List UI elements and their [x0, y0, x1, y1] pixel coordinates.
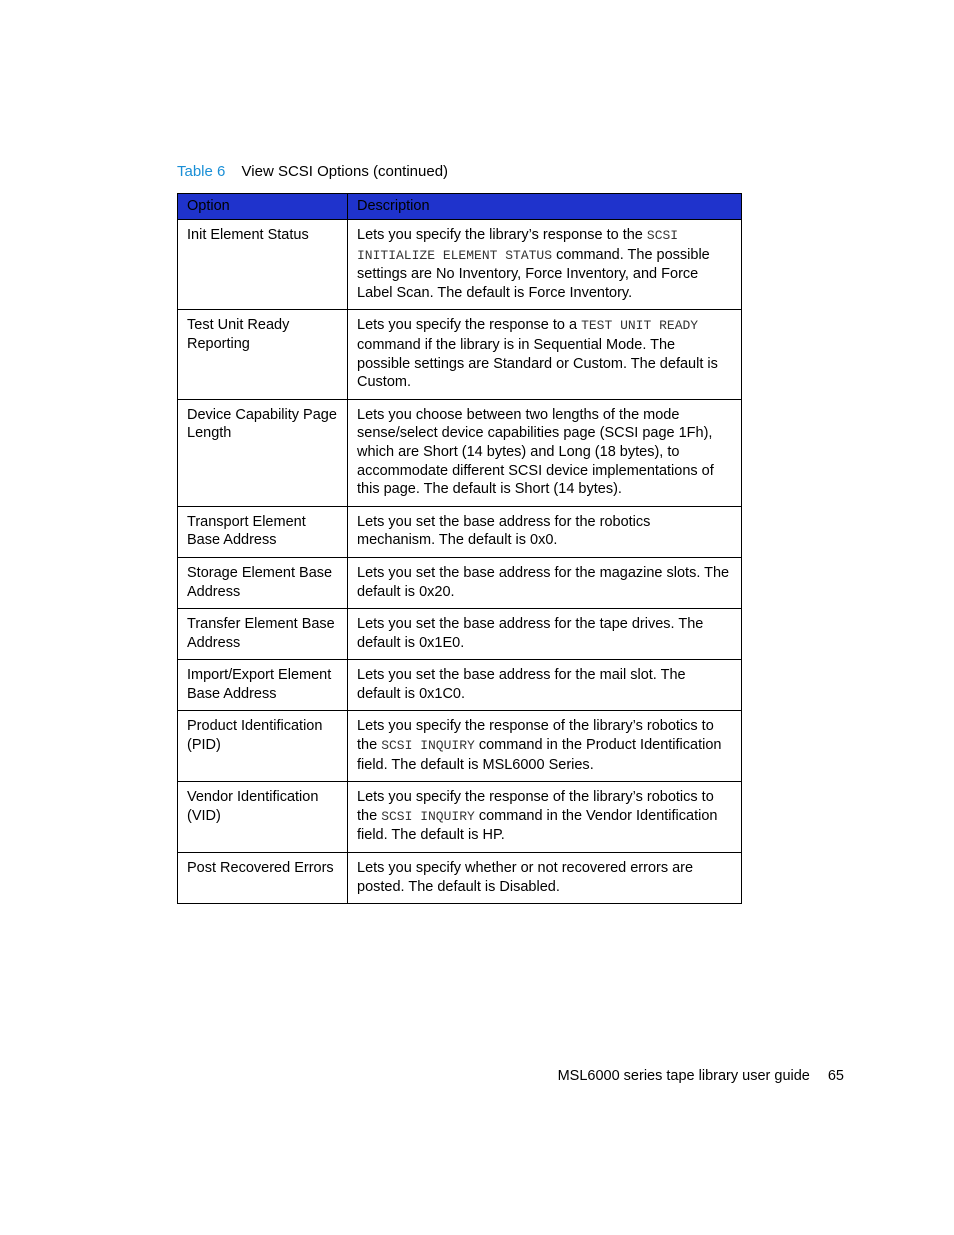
- header-description: Description: [348, 194, 742, 220]
- description-cell: [348, 660, 742, 711]
- description-text: Sequential Mode: [533, 336, 643, 353]
- table-row: [178, 660, 742, 711]
- description-text: 0x0: [530, 532, 554, 549]
- option-cell: Storage Element Base Address: [178, 557, 348, 608]
- description-text: .: [461, 685, 466, 702]
- table-row: [178, 310, 742, 399]
- description-cell: [348, 853, 742, 904]
- description-cell: [348, 220, 742, 310]
- description-text: .: [617, 481, 622, 498]
- description-cell: [348, 399, 742, 506]
- description-text: command in the: [474, 807, 587, 824]
- description-text: Disabled: [499, 878, 556, 895]
- description-text: .: [628, 284, 633, 301]
- option-cell: Post Recovered Errors: [178, 853, 348, 904]
- description-text: Custom: [357, 374, 407, 391]
- description-text: .: [589, 756, 594, 773]
- description-text: field. The default is: [357, 827, 483, 844]
- table-row: [178, 782, 742, 853]
- option-cell: Product Identification (PID): [178, 711, 348, 782]
- table-row: [178, 399, 742, 506]
- description-text: command if the library is in: [357, 336, 534, 353]
- description-text: Product Identification: [586, 737, 722, 754]
- description-text: , to accommodate different SCSI device implementations of this page. The default is: [357, 443, 714, 498]
- description-text: Long (18 bytes): [558, 443, 660, 460]
- table-title: View SCSI Options (continued): [241, 163, 449, 180]
- code-text: TEST UNIT READY: [581, 318, 699, 334]
- description-cell: [348, 782, 742, 853]
- option-cell: Transfer Element Base Address: [178, 609, 348, 660]
- description-text: and: [526, 443, 559, 460]
- description-text: .: [553, 532, 558, 549]
- table-row: [178, 853, 742, 904]
- code-text: SCSI INITIALIZE ELEMENT STATUS: [357, 228, 679, 263]
- description-text: Lets you specify the response of the library’s robotics to the: [357, 789, 714, 824]
- description-text: Vendor Identification: [586, 807, 718, 824]
- table-row: [178, 609, 742, 660]
- description-text: .: [450, 583, 455, 600]
- description-text: MSL6000 Series: [482, 756, 590, 773]
- description-text: Force Label Scan: [357, 266, 699, 301]
- option-cell: Test Unit Ready Reporting: [178, 310, 348, 399]
- description-text: Standard: [493, 355, 553, 372]
- scsi-options-table: [177, 193, 742, 904]
- description-text: 0x1E0.: [419, 634, 465, 651]
- description-text: No Inventory: [436, 266, 518, 283]
- description-text: Lets you set the base address for the robotics mechanism. The default is: [357, 513, 651, 549]
- option-cell: Vendor Identification (VID): [178, 782, 348, 853]
- description-text: Short (14 bytes): [514, 481, 618, 498]
- description-text: Custom: [573, 355, 623, 372]
- description-text: Lets you specify the library’s response to the: [357, 227, 647, 243]
- page-number: 65: [827, 1068, 844, 1084]
- description-text: .: [406, 374, 411, 391]
- description-text: Lets you set the base address for the tape drives. The default is: [357, 616, 704, 651]
- table-number: Table 6: [177, 163, 226, 180]
- description-text: Lets you specify the response to a: [357, 317, 582, 334]
- description-text: command. The possible settings are: [357, 246, 710, 283]
- description-cell: [348, 310, 742, 399]
- option-cell: Init Element Status: [178, 220, 348, 310]
- description-text: field. The default is: [357, 756, 483, 773]
- footer-title: MSL6000 series tape library user guide: [557, 1068, 810, 1084]
- description-text: Lets you set the base address for the magazine slots. The default is: [357, 564, 730, 600]
- description-text: HP.: [482, 827, 505, 844]
- description-text: , and: [624, 266, 662, 283]
- table-row: [178, 557, 742, 608]
- description-text: Lets you choose between two lengths of the mode sense/select device capabilities page (SCSI page 1Fh), which are: [357, 406, 713, 460]
- code-text: SCSI INQUIRY: [381, 738, 475, 754]
- description-cell: [348, 609, 742, 660]
- description-text: Force Inventory: [528, 284, 629, 301]
- description-text: Lets you specify the response of the library’s robotics to the: [357, 718, 714, 754]
- description-text: . The possible settings are: [357, 336, 676, 372]
- option-cell: Device Capability Page Length: [178, 399, 348, 506]
- header-option: Option: [178, 194, 348, 220]
- description-text: . The default is: [429, 284, 529, 301]
- description-text: ,: [517, 266, 526, 283]
- page-footer: [558, 1066, 844, 1086]
- description-text: Lets you set the base address for the mail slot. The default is: [357, 667, 686, 702]
- description-text: 0x1C0: [419, 685, 461, 702]
- description-cell: [348, 557, 742, 608]
- description-text: Force Inventory: [525, 266, 625, 283]
- code-text: SCSI INQUIRY: [381, 808, 475, 824]
- description-text: 0x20: [419, 583, 451, 600]
- description-text: command in the: [474, 737, 587, 754]
- description-text: . The default is: [623, 355, 718, 372]
- description-cell: [348, 711, 742, 782]
- table-row: [178, 711, 742, 782]
- table-header-row: [178, 194, 742, 220]
- table-row: [178, 506, 742, 557]
- description-cell: [348, 506, 742, 557]
- description-text: or: [552, 355, 574, 372]
- description-text: Lets you specify whether or not recovered errors are posted. The default is: [357, 860, 694, 895]
- description-text: .: [555, 878, 560, 895]
- table-row: [178, 220, 742, 310]
- option-cell: Import/Export Element Base Address: [178, 660, 348, 711]
- option-cell: Transport Element Base Address: [178, 506, 348, 557]
- table-caption: [177, 162, 448, 182]
- description-text: Short (14 bytes): [423, 443, 527, 460]
